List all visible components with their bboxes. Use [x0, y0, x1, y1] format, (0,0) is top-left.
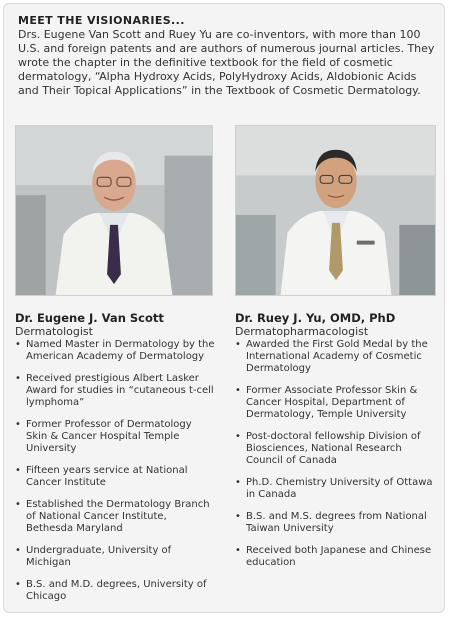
portrait-van-scott — [16, 126, 212, 295]
list-item: • Former Associate Professor Skin & Cancer Hospital, Department of Dermatology, Temple University — [235, 385, 418, 420]
bio-yu — [235, 311, 435, 579]
list-item: • Post-doctoral fellowship Division of Biosciences, National Research Council of Canada — [235, 431, 421, 466]
intro-paragraph: Drs. Eugene Van Scott and Ruey Yu are co-inventors, with more than 100 U.S. and foreign patents and are authors of numerous journal articles. They wrote the chapter in the definitive textbook for the field of cosmetic dermatology, “Alpha Hydroxy Acids, PolyHydroxy Acids, Aldobionic Acids and Their Topical Applications” in the Textbook of Cosmetic Dermatology. — [18, 28, 435, 97]
list-item: • Fifteen years service at National Cancer Institute — [15, 465, 188, 488]
doctor-name: Dr. Eugene J. Van Scott — [15, 311, 164, 325]
doctor-title: Dermatopharmacologist — [235, 325, 369, 338]
list-item: • Former Professor of Dermatology Skin & Cancer Hospital Temple University — [15, 419, 192, 454]
doctor-title: Dermatologist — [15, 325, 93, 338]
list-item: • B.S. and M.D. degrees, University of Chicago — [15, 579, 207, 602]
bullet-icon: • — [235, 431, 241, 442]
credential-list — [235, 339, 435, 569]
bullet-icon: • — [15, 579, 21, 590]
list-item: • Established the Dermatology Branch of National Cancer Institute, Bethesda Maryland — [15, 499, 210, 534]
bullet-icon: • — [235, 339, 241, 350]
bullet-icon: • — [235, 545, 241, 556]
list-item: • Received prestigious Albert Lasker Award for studies in “cutaneous t-cell lymphoma” — [15, 373, 214, 408]
bullet-icon: • — [15, 419, 21, 430]
bullet-icon: • — [15, 339, 21, 350]
list-item: • Received both Japanese and Chinese education — [235, 545, 432, 568]
credential-list — [15, 339, 215, 603]
bullet-icon: • — [235, 477, 241, 488]
bullet-icon: • — [15, 465, 21, 476]
bullet-icon: • — [15, 545, 21, 556]
list-item: • Undergraduate, University of Michigan — [15, 545, 172, 568]
doctor-name: Dr. Ruey J. Yu, OMD, PhD — [235, 311, 396, 325]
bullet-icon: • — [235, 511, 241, 522]
bullet-icon: • — [15, 499, 21, 510]
bullet-icon: • — [235, 385, 241, 396]
visionaries-panel — [3, 3, 445, 613]
photo-yu — [235, 125, 436, 296]
bio-van-scott — [15, 311, 215, 613]
photo-van-scott — [15, 125, 213, 296]
section-heading: MEET THE VISIONARIES... — [18, 14, 185, 27]
list-item: • B.S. and M.S. degrees from National Taiwan University — [235, 511, 427, 534]
list-item: • Ph.D. Chemistry University of Ottawa in Canada — [235, 477, 433, 500]
list-item: • Awarded the First Gold Medal by the International Academy of Cosmetic Dermatology — [235, 339, 428, 374]
list-item: • Named Master in Dermatology by the American Academy of Dermatology — [15, 339, 215, 362]
portrait-yu — [236, 126, 435, 295]
intro-section — [18, 14, 436, 98]
bullet-icon: • — [15, 373, 21, 384]
